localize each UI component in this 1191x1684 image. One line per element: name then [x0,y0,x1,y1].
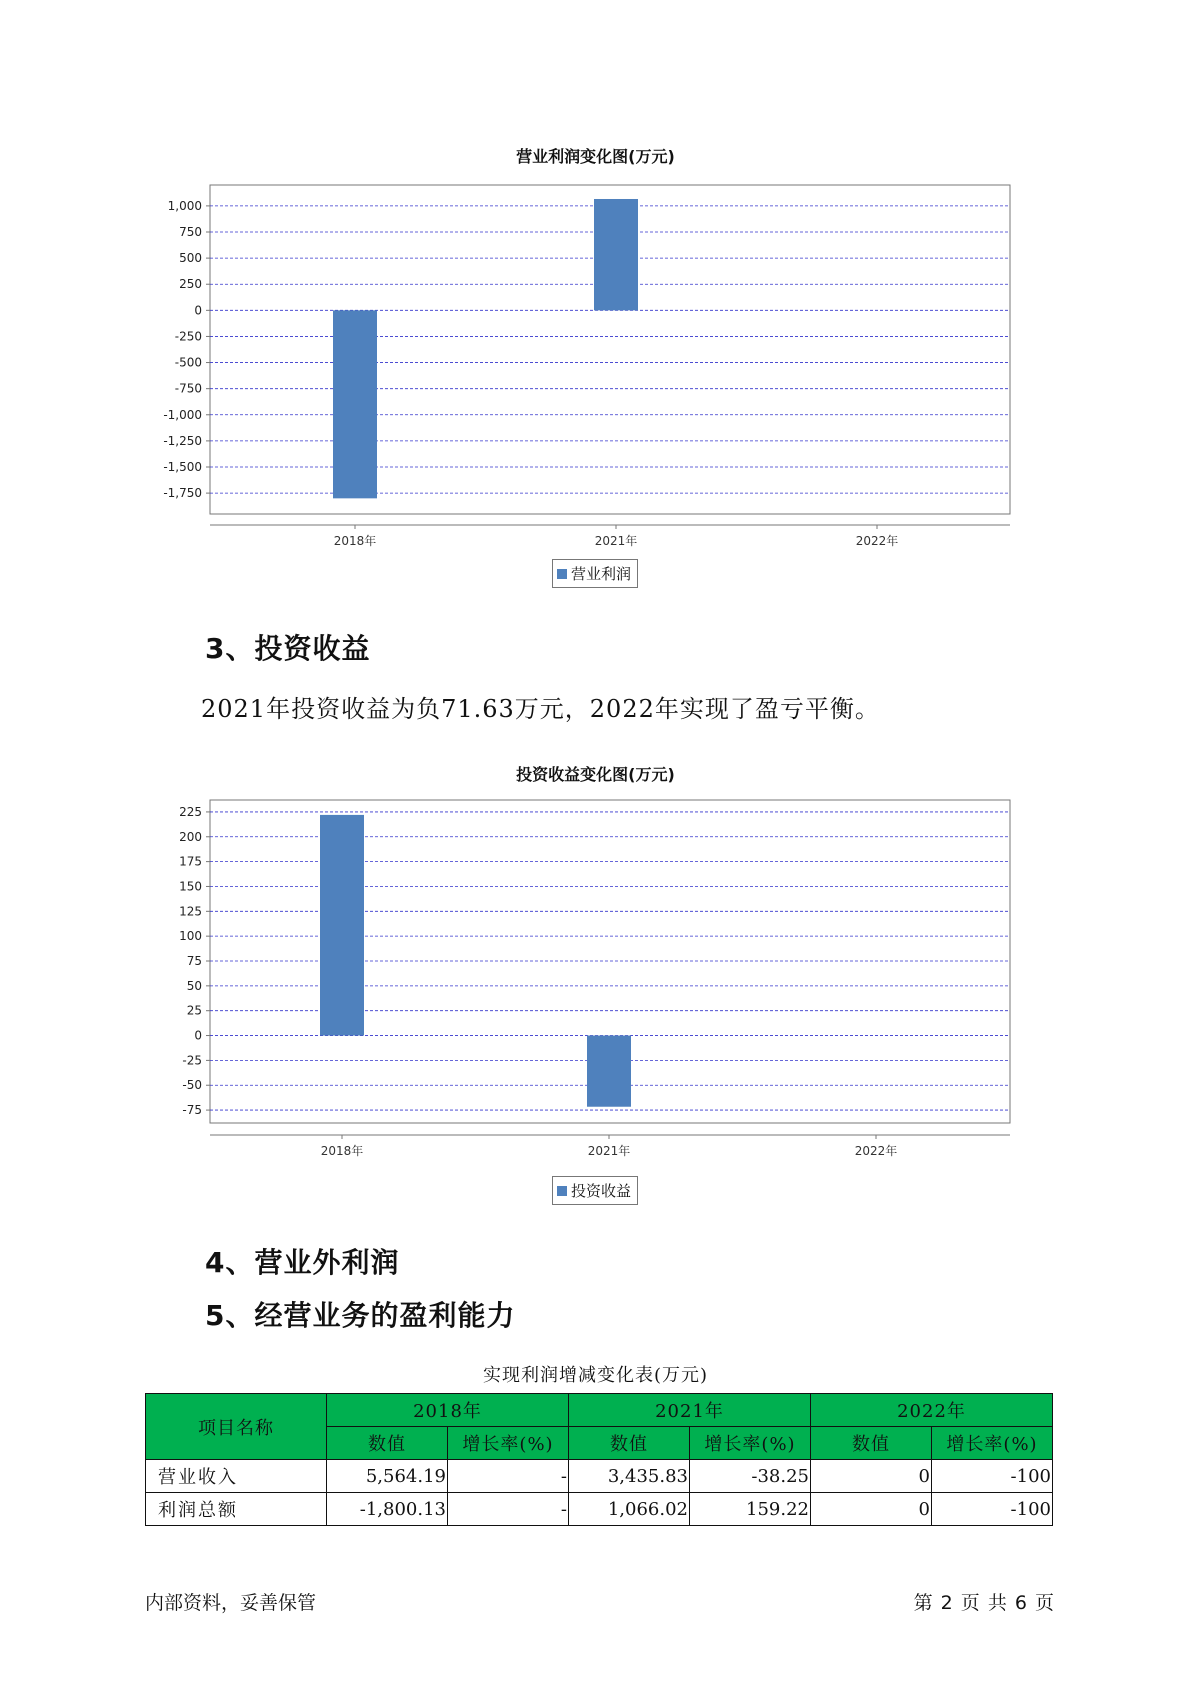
chart2-legend [552,1176,638,1205]
growth-header: 增长率(%) [690,1427,811,1460]
table-caption: 实现利润增减变化表(万元) [482,1365,709,1386]
cell: 5,564.19 [327,1460,448,1493]
bar-2018年 [320,815,364,1036]
y-tick-label: -1,750 [163,486,202,501]
table-row [146,1460,1053,1493]
y-tick-label: 150 [179,879,202,894]
legend-swatch [557,569,567,579]
y-tick-label: 250 [179,277,202,292]
cell: -100 [932,1493,1053,1526]
chart2-investment-income [0,795,1191,1185]
section5-heading: 5、经营业务的盈利能力 [205,1299,516,1332]
y-tick-label: 75 [186,954,202,969]
y-tick-label: -750 [174,381,202,396]
year-header-2022: 2022年 [811,1394,1053,1427]
cell: 1,066.02 [569,1493,690,1526]
section3-heading: 3、投资收益 [205,632,371,665]
profit-change-table [145,1393,1053,1526]
y-tick-label: 200 [179,829,202,844]
y-tick-label: -500 [174,355,202,370]
chart1-title: 营业利润变化图(万元) [516,147,675,166]
bar-2018年 [333,310,377,498]
y-tick-label: -50 [182,1078,202,1093]
y-tick-label: 100 [179,929,202,944]
growth-header: 增长率(%) [448,1427,569,1460]
cell: -1,800.13 [327,1493,448,1526]
cell: 159.22 [690,1493,811,1526]
y-tick-label: 0 [194,303,202,318]
y-tick-label: 50 [186,978,202,993]
chart2-legend-label: 投资收益 [571,1182,632,1200]
y-tick-label: 175 [179,854,202,869]
y-tick-label: 500 [179,251,202,266]
x-tick-label: 2022年 [855,534,899,548]
value-header: 数值 [569,1427,690,1460]
bar-2021年 [594,199,638,310]
cell: - [448,1460,569,1493]
cell: -100 [932,1460,1053,1493]
table-row [146,1493,1053,1526]
section4-heading: 4、营业外利润 [205,1246,400,1279]
y-tick-label: 225 [179,804,202,819]
y-tick-label: -250 [174,329,202,344]
y-tick-label: -1,000 [163,407,202,422]
x-tick-label: 2018年 [333,534,377,548]
value-header: 数值 [327,1427,448,1460]
section3-paragraph: 2021年投资收益为负71.63万元，2022年实现了盈亏平衡。 [201,695,880,723]
cell: 0 [811,1493,932,1526]
x-tick-label: 2018年 [320,1144,364,1158]
chart1-legend-label: 营业利润 [571,565,632,583]
bar-2021年 [587,1036,631,1107]
y-tick-label: -75 [182,1103,202,1118]
y-tick-label: 0 [194,1028,202,1043]
x-tick-label: 2021年 [594,534,638,548]
footer-page-number: 第 2 页 共 6 页 [913,1592,1055,1614]
year-header-2021: 2021年 [569,1394,811,1427]
y-tick-label: -1,500 [163,460,202,474]
row-name: 营业收入 [146,1460,327,1493]
y-tick-label: -1,250 [163,433,202,448]
year-header-2018: 2018年 [327,1394,569,1427]
row-name: 利润总额 [146,1493,327,1526]
y-tick-label: 750 [179,225,202,239]
chart1-legend [552,559,638,588]
y-tick-label: 25 [186,1003,202,1018]
footer-confidential: 内部资料，妥善保管 [145,1592,317,1614]
x-tick-label: 2022年 [854,1144,898,1158]
chart2-title: 投资收益变化图(万元) [516,765,675,784]
item-name-header: 项目名称 [146,1394,327,1460]
chart1-operating-profit [0,170,1191,570]
growth-header: 增长率(%) [932,1427,1053,1460]
y-tick-label: 125 [179,904,202,919]
cell: 0 [811,1460,932,1493]
legend-swatch [557,1186,567,1196]
x-tick-label: 2021年 [587,1144,631,1158]
cell: - [448,1493,569,1526]
cell: -38.25 [690,1460,811,1493]
y-tick-label: 1,000 [167,198,202,213]
y-tick-label: -25 [182,1053,202,1068]
cell: 3,435.83 [569,1460,690,1493]
value-header: 数值 [811,1427,932,1460]
